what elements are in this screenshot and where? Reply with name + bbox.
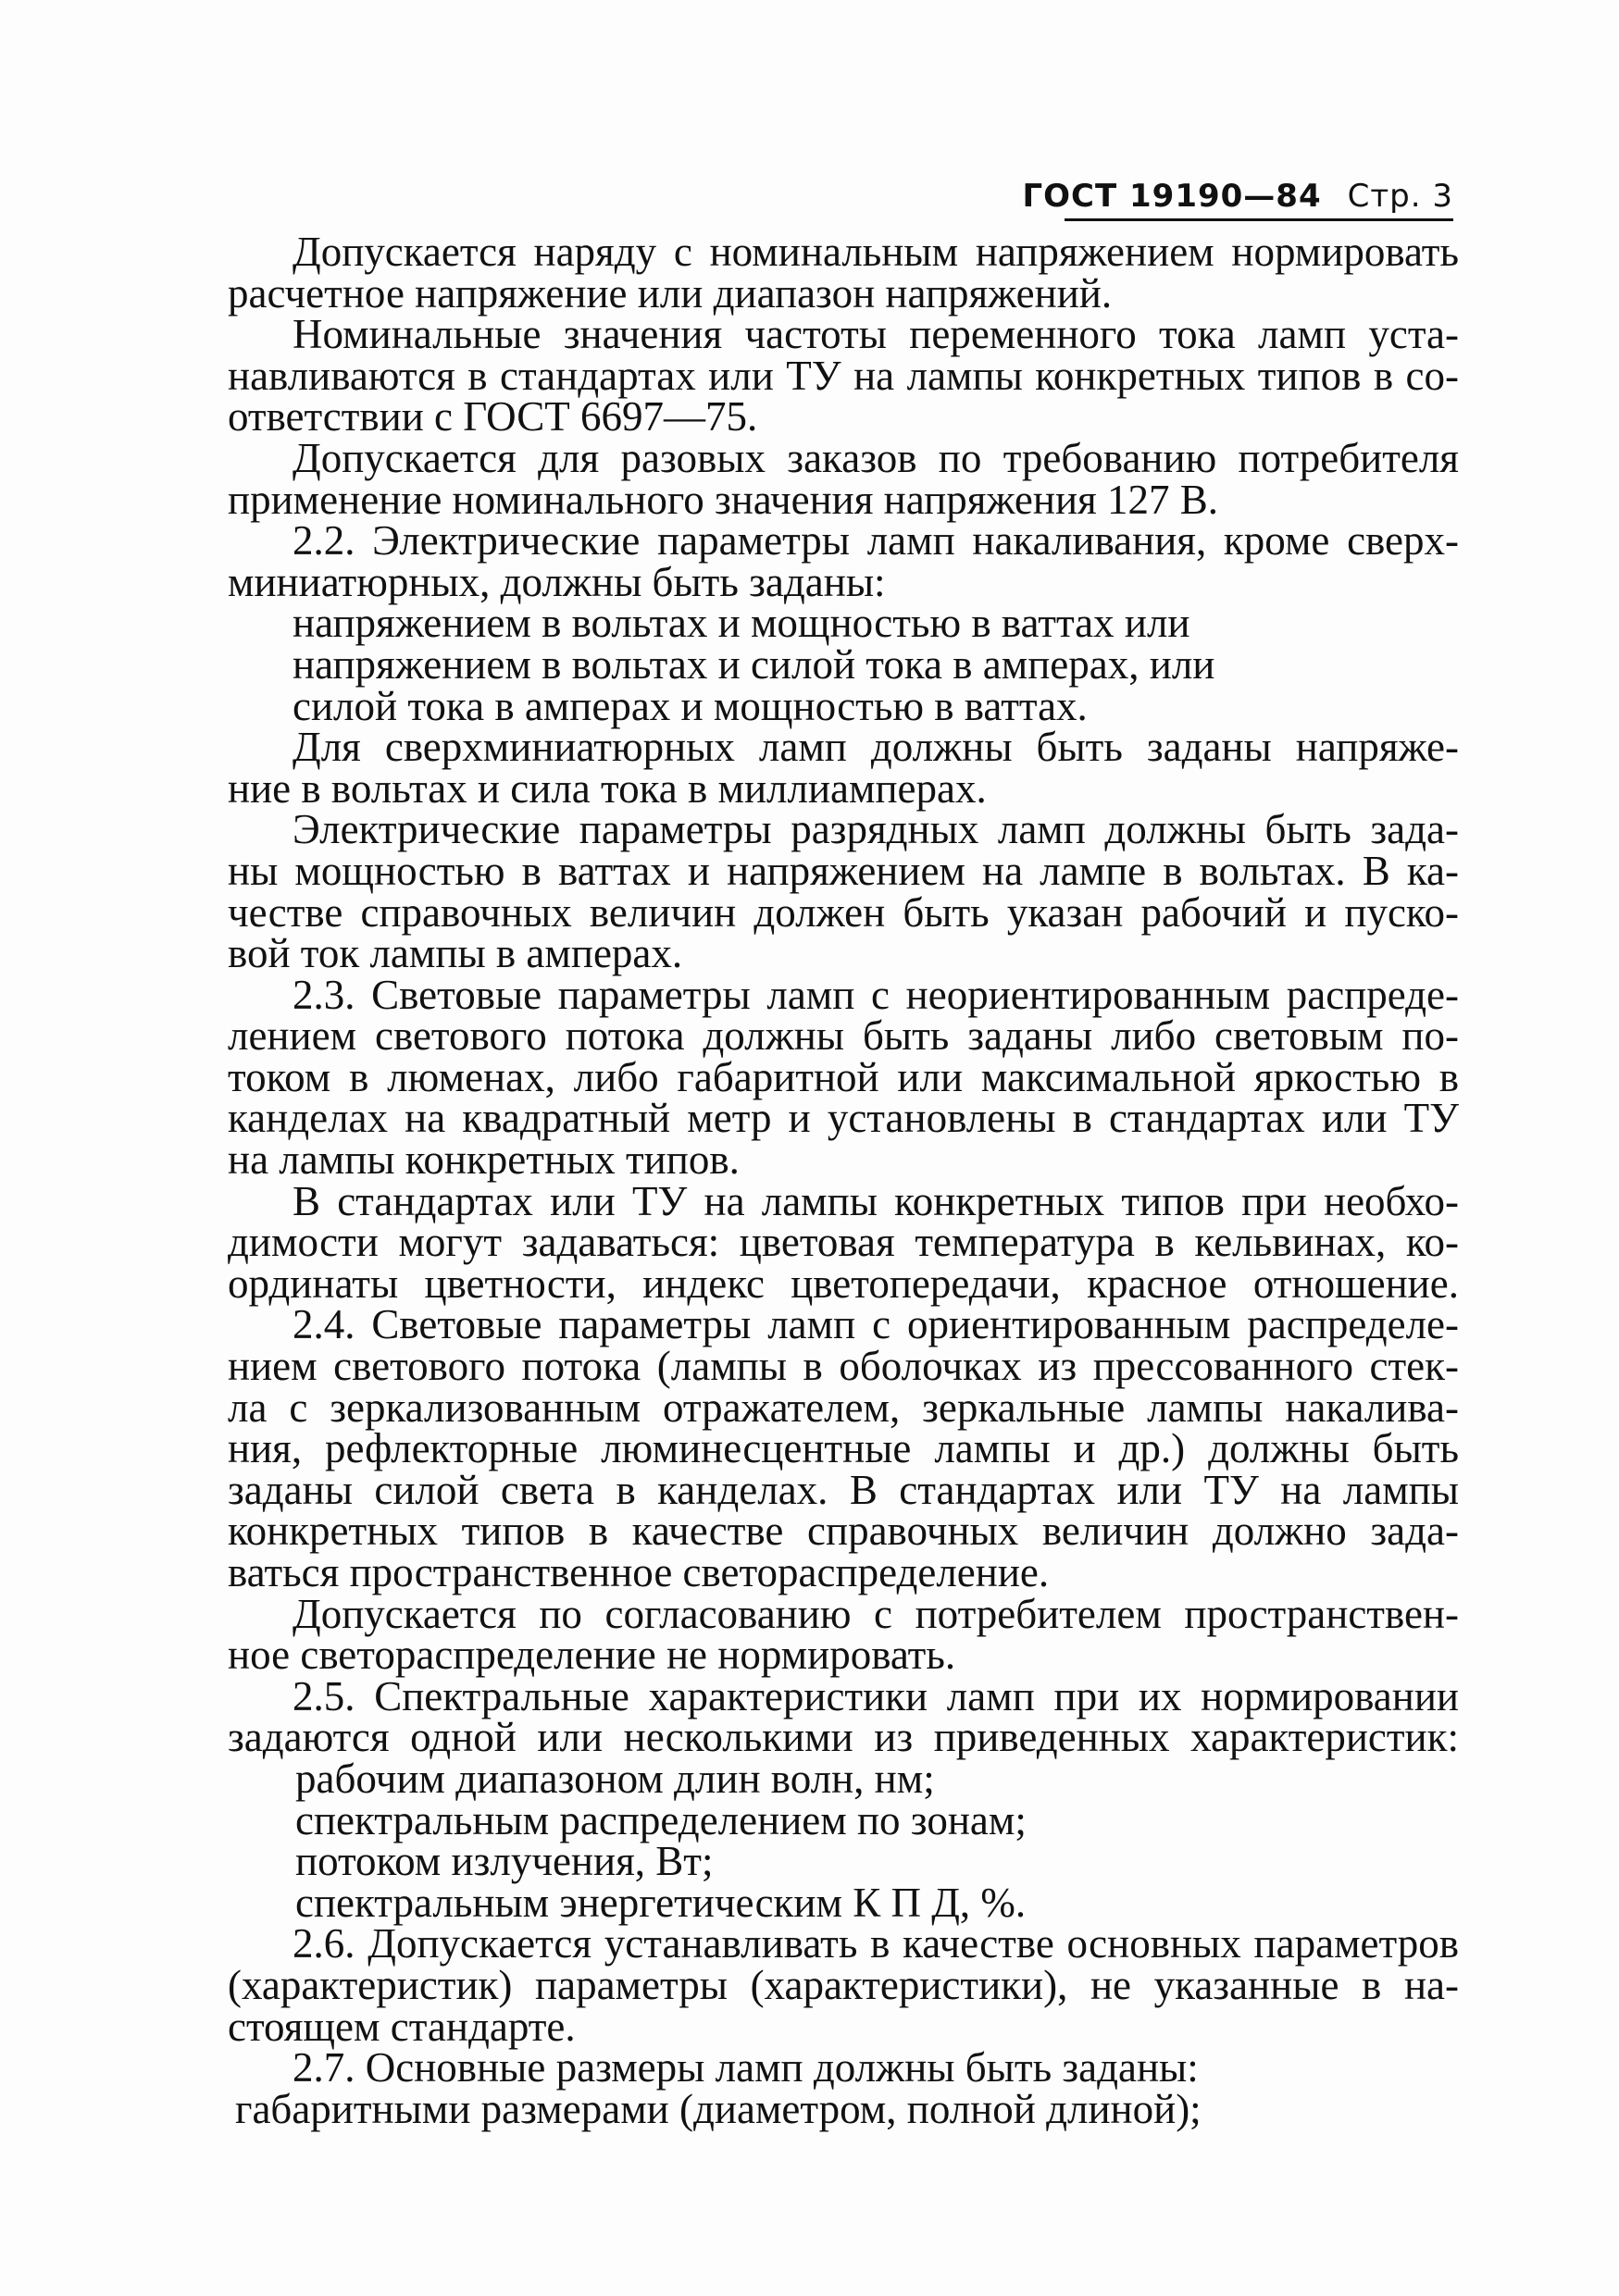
- text-line: ны мощностью в ваттах и напряжением на лампе в вольтах. В ка-: [228, 847, 1459, 894]
- running-header: [1022, 159, 1453, 215]
- text-line: ординаты цветности, индекс цветопередачи, красное отношение.: [228, 1260, 1459, 1307]
- text-line: миниатюрных, должны быть заданы:: [228, 558, 886, 605]
- text-line: задаются одной или несколькими из приведенных характеристик:: [228, 1714, 1459, 1761]
- text-line: Электрические параметры разрядных ламп должны быть зада-: [293, 806, 1459, 853]
- text-line: Допускается по согласованию с потребителем пространствен-: [293, 1590, 1459, 1637]
- text-line: стоящем стандарте.: [228, 2003, 576, 2050]
- text-line: В стандартах или ТУ на лампы конкретных типов при необхо-: [293, 1177, 1459, 1224]
- text-line: ответствии с ГОСТ 6697—75.: [228, 393, 758, 441]
- list-item: рабочим диапазоном длин волн, нм;: [295, 1755, 935, 1802]
- text-line: конкретных типов в качестве справочных величин должно зада-: [228, 1508, 1459, 1555]
- text-line: честве справочных величин должен быть указан рабочий и пуско-: [228, 888, 1459, 936]
- text-line: заданы силой света в канделах. В стандартах или ТУ на лампы: [228, 1466, 1459, 1513]
- text-line: Для сверхминиатюрных ламп должны быть заданы напряже-: [293, 724, 1459, 771]
- header-rule: [1065, 218, 1453, 221]
- text-line: димости могут задаваться: цветовая температура в кельвинах, ко-: [228, 1219, 1459, 1266]
- text-line: Допускается для разовых заказов по требованию потребителя: [293, 434, 1459, 481]
- text-line: Номинальные значения частоты переменного тока ламп уста-: [293, 311, 1459, 358]
- text-line: навливаются в стандартах или ТУ на лампы конкретных типов в со-: [228, 352, 1459, 399]
- text-line: 2.3. Световые параметры ламп с неориентированным распреде-: [293, 971, 1459, 1018]
- list-item: спектральным распределением по зонам;: [295, 1796, 1027, 1843]
- text-line: вой ток лампы в амперах.: [228, 930, 683, 977]
- standard-number: ГОСТ 19190—84: [1022, 178, 1322, 215]
- text-line: 2.6. Допускается устанавливать в качестве основных параметров: [293, 1920, 1459, 1967]
- text-line: напряжением в вольтах и силой тока в амперах, или: [293, 640, 1215, 688]
- text-line: 2.2. Электрические параметры ламп накаливания, кроме сверх-: [293, 517, 1459, 565]
- text-line: канделах на квадратный метр и установлены в стандартах или ТУ: [228, 1095, 1459, 1142]
- text-line: силой тока в амперах и мощностью в ваттах.: [293, 682, 1088, 729]
- text-line: нием светового потока (лампы в оболочках из прессованного стек-: [228, 1343, 1459, 1390]
- text-line: Допускается наряду с номинальным напряжением нормировать: [293, 229, 1459, 275]
- page-number: Стр. 3: [1347, 178, 1453, 215]
- text-line: током в люменах, либо габаритной или максимальной яркостью в: [228, 1053, 1459, 1100]
- text-line: ние в вольтах и сила тока в миллиамперах.: [228, 764, 987, 812]
- text-line: 2.7. Основные размеры ламп должны быть заданы:: [293, 2044, 1199, 2091]
- text-line: ваться пространственное светораспределение.: [228, 1549, 1050, 1595]
- text-line: ния, рефлекторные люминесцентные лампы и др.) должны быть: [228, 1425, 1459, 1472]
- text-line: 2.5. Спектральные характеристики ламп при их нормировании: [293, 1672, 1459, 1719]
- list-item: спектральным энергетическим К П Д, %.: [295, 1879, 1027, 1926]
- text-line: 2.4. Световые параметры ламп с ориентированным распределе-: [293, 1301, 1459, 1348]
- text-line: расчетное напряжение или диапазон напряжений.: [228, 269, 1113, 316]
- text-line: (характеристик) параметры (характеристики), не указанные в на-: [228, 1961, 1459, 2008]
- text-line: ное светораспределение не нормировать.: [228, 1632, 956, 1679]
- list-item: потоком излучения, Вт;: [295, 1838, 714, 1885]
- text-line: применение номинального значения напряжения 127 В.: [228, 476, 1219, 523]
- text-line: напряжением в вольтах и мощностью в ваттах или: [293, 600, 1190, 647]
- text-line: на лампы конкретных типов.: [228, 1136, 740, 1184]
- text-line: лением светового потока должны быть заданы либо световым по-: [228, 1012, 1459, 1060]
- body-text: [228, 229, 1459, 2132]
- text-line: габаритными размерами (диаметром, полной длиной);: [235, 2085, 1202, 2132]
- text-line: ла с зеркализованным отражателем, зеркальные лампы накалива-: [228, 1384, 1459, 1431]
